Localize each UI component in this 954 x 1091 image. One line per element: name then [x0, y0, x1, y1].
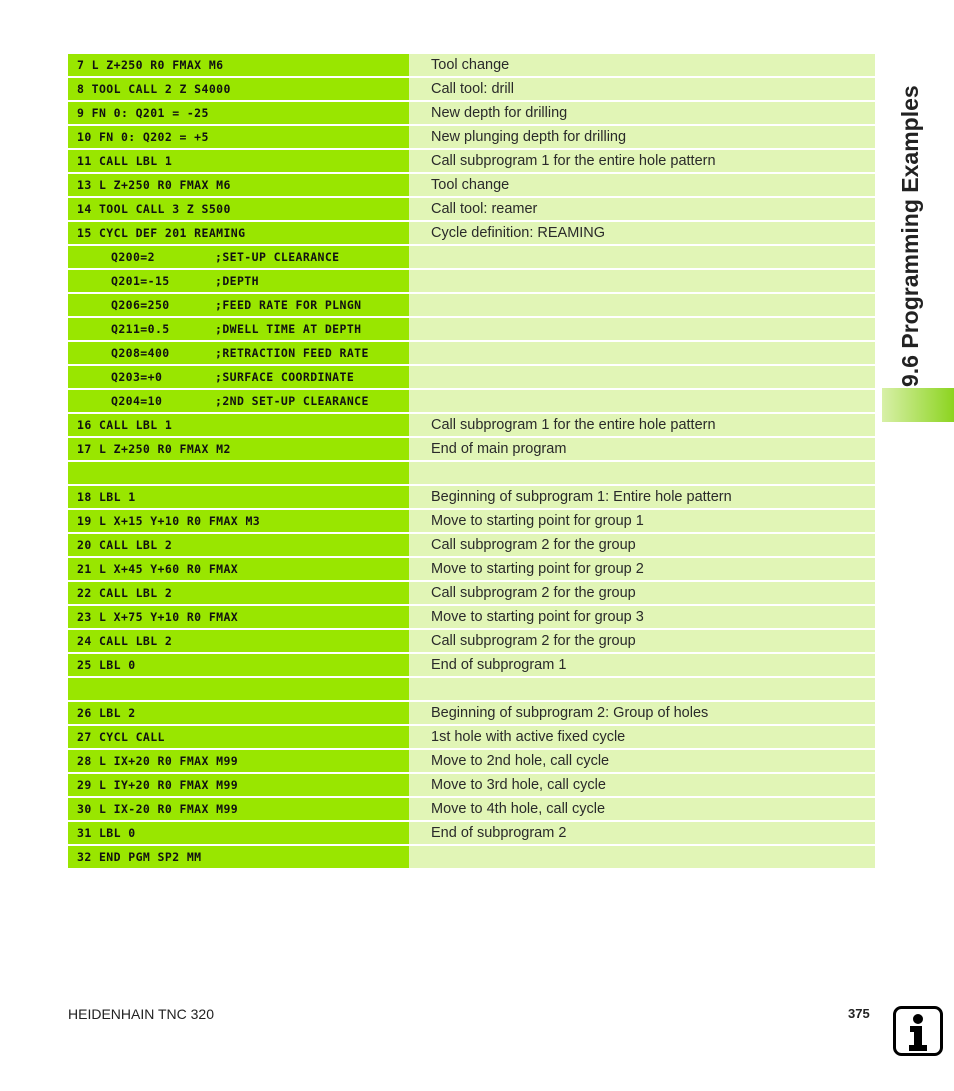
- cycle-parameter: [68, 390, 409, 412]
- block-description: Call subprogram 2 for the group: [409, 630, 875, 652]
- block-description: End of subprogram 2: [409, 822, 875, 844]
- nc-block: 24 CALL LBL 2: [68, 630, 409, 652]
- block-description: Call subprogram 1 for the entire hole pattern: [409, 150, 875, 172]
- program-row: [68, 438, 875, 460]
- program-row: [68, 462, 875, 484]
- program-row: [68, 510, 875, 532]
- nc-block: 27 CYCL CALL: [68, 726, 409, 748]
- nc-block: 8 TOOL CALL 2 Z S4000: [68, 78, 409, 100]
- nc-block: 18 LBL 1: [68, 486, 409, 508]
- parameter-value: Q203=+0: [111, 370, 163, 384]
- nc-block: 31 LBL 0: [68, 822, 409, 844]
- cycle-parameter: [68, 270, 409, 292]
- block-description: [409, 294, 875, 316]
- page-number: 375: [848, 1006, 870, 1021]
- program-row: [68, 126, 875, 148]
- block-description: [409, 342, 875, 364]
- parameter-value: Q208=400: [111, 346, 170, 360]
- program-row: [68, 582, 875, 604]
- program-row: [68, 294, 875, 316]
- block-description: Move to starting point for group 1: [409, 510, 875, 532]
- nc-block: 22 CALL LBL 2: [68, 582, 409, 604]
- program-row: [68, 702, 875, 724]
- block-description: Move to 2nd hole, call cycle: [409, 750, 875, 772]
- program-row: [68, 654, 875, 676]
- parameter-value: Q206=250: [111, 298, 170, 312]
- program-row: [68, 174, 875, 196]
- nc-block: [68, 462, 409, 484]
- nc-block: 29 L IY+20 R0 FMAX M99: [68, 774, 409, 796]
- nc-block: 9 FN 0: Q201 = -25: [68, 102, 409, 124]
- nc-block: 10 FN 0: Q202 = +5: [68, 126, 409, 148]
- footer-product-name: HEIDENHAIN TNC 320: [68, 1006, 215, 1022]
- program-row: [68, 390, 875, 412]
- block-description: Beginning of subprogram 2: Group of holes: [409, 702, 875, 724]
- program-row: [68, 414, 875, 436]
- chapter-side-tab: [882, 0, 954, 420]
- block-description: Call subprogram 1 for the entire hole pattern: [409, 414, 875, 436]
- nc-block: 11 CALL LBL 1: [68, 150, 409, 172]
- program-row: [68, 774, 875, 796]
- program-row: [68, 798, 875, 820]
- parameter-comment: ;SURFACE COORDINATE: [215, 370, 355, 384]
- block-description: [409, 366, 875, 388]
- block-description: Beginning of subprogram 1: Entire hole pattern: [409, 486, 875, 508]
- program-row: [68, 54, 875, 76]
- block-description: End of subprogram 1: [409, 654, 875, 676]
- program-row: [68, 534, 875, 556]
- chapter-title: 9.6 Programming Examples: [897, 85, 923, 387]
- block-description: [409, 846, 875, 868]
- parameter-comment: ;DEPTH: [215, 274, 259, 288]
- nc-block: 17 L Z+250 R0 FMAX M2: [68, 438, 409, 460]
- cycle-parameter: [68, 294, 409, 316]
- nc-block: 13 L Z+250 R0 FMAX M6: [68, 174, 409, 196]
- block-description: New plunging depth for drilling: [409, 126, 875, 148]
- block-description: [409, 246, 875, 268]
- block-description: Move to 3rd hole, call cycle: [409, 774, 875, 796]
- program-row: [68, 246, 875, 268]
- parameter-value: Q200=2: [111, 250, 155, 264]
- nc-block: 20 CALL LBL 2: [68, 534, 409, 556]
- program-row: [68, 750, 875, 772]
- block-description: Call tool: drill: [409, 78, 875, 100]
- nc-block: 14 TOOL CALL 3 Z S500: [68, 198, 409, 220]
- nc-block: 32 END PGM SP2 MM: [68, 846, 409, 868]
- block-description: Tool change: [409, 54, 875, 76]
- block-description: End of main program: [409, 438, 875, 460]
- nc-block: 16 CALL LBL 1: [68, 414, 409, 436]
- parameter-comment: ;2ND SET-UP CLEARANCE: [215, 394, 369, 408]
- program-row: [68, 366, 875, 388]
- cycle-parameter: [68, 318, 409, 340]
- program-row: [68, 822, 875, 844]
- program-row: [68, 318, 875, 340]
- parameter-value: Q204=10: [111, 394, 163, 408]
- parameter-comment: ;RETRACTION FEED RATE: [215, 346, 369, 360]
- program-row: [68, 78, 875, 100]
- nc-block: 19 L X+15 Y+10 R0 FMAX M3: [68, 510, 409, 532]
- cycle-parameter: [68, 366, 409, 388]
- parameter-comment: ;FEED RATE FOR PLNGN: [215, 298, 362, 312]
- nc-block: 21 L X+45 Y+60 R0 FMAX: [68, 558, 409, 580]
- block-description: Call subprogram 2 for the group: [409, 582, 875, 604]
- block-description: [409, 462, 875, 484]
- program-row: [68, 150, 875, 172]
- nc-block: 25 LBL 0: [68, 654, 409, 676]
- program-row: [68, 102, 875, 124]
- program-row: [68, 678, 875, 700]
- nc-block: 28 L IX+20 R0 FMAX M99: [68, 750, 409, 772]
- program-row: [68, 846, 875, 868]
- program-row: [68, 342, 875, 364]
- block-description: Call tool: reamer: [409, 198, 875, 220]
- nc-block: 7 L Z+250 R0 FMAX M6: [68, 54, 409, 76]
- block-description: Cycle definition: REAMING: [409, 222, 875, 244]
- block-description: Move to 4th hole, call cycle: [409, 798, 875, 820]
- program-row: [68, 222, 875, 244]
- parameter-value: Q211=0.5: [111, 322, 170, 336]
- block-description: New depth for drilling: [409, 102, 875, 124]
- block-description: Call subprogram 2 for the group: [409, 534, 875, 556]
- block-description: Move to starting point for group 3: [409, 606, 875, 628]
- block-description: Move to starting point for group 2: [409, 558, 875, 580]
- nc-block: 15 CYCL DEF 201 REAMING: [68, 222, 409, 244]
- block-description: [409, 678, 875, 700]
- program-row: [68, 198, 875, 220]
- nc-block: 26 LBL 2: [68, 702, 409, 724]
- block-description: Tool change: [409, 174, 875, 196]
- cycle-parameter: [68, 246, 409, 268]
- block-description: [409, 270, 875, 292]
- block-description: [409, 318, 875, 340]
- info-icon: [893, 1006, 943, 1056]
- cycle-parameter: [68, 342, 409, 364]
- program-row: [68, 726, 875, 748]
- program-row: [68, 630, 875, 652]
- parameter-comment: ;DWELL TIME AT DEPTH: [215, 322, 362, 336]
- nc-block: 23 L X+75 Y+10 R0 FMAX: [68, 606, 409, 628]
- program-row: [68, 270, 875, 292]
- nc-program-table: [68, 54, 875, 870]
- parameter-comment: ;SET-UP CLEARANCE: [215, 250, 340, 264]
- program-row: [68, 486, 875, 508]
- nc-block: [68, 678, 409, 700]
- chapter-tab-marker: [882, 388, 954, 422]
- program-row: [68, 606, 875, 628]
- parameter-value: Q201=-15: [111, 274, 170, 288]
- block-description: [409, 390, 875, 412]
- nc-block: 30 L IX-20 R0 FMAX M99: [68, 798, 409, 820]
- program-row: [68, 558, 875, 580]
- block-description: 1st hole with active fixed cycle: [409, 726, 875, 748]
